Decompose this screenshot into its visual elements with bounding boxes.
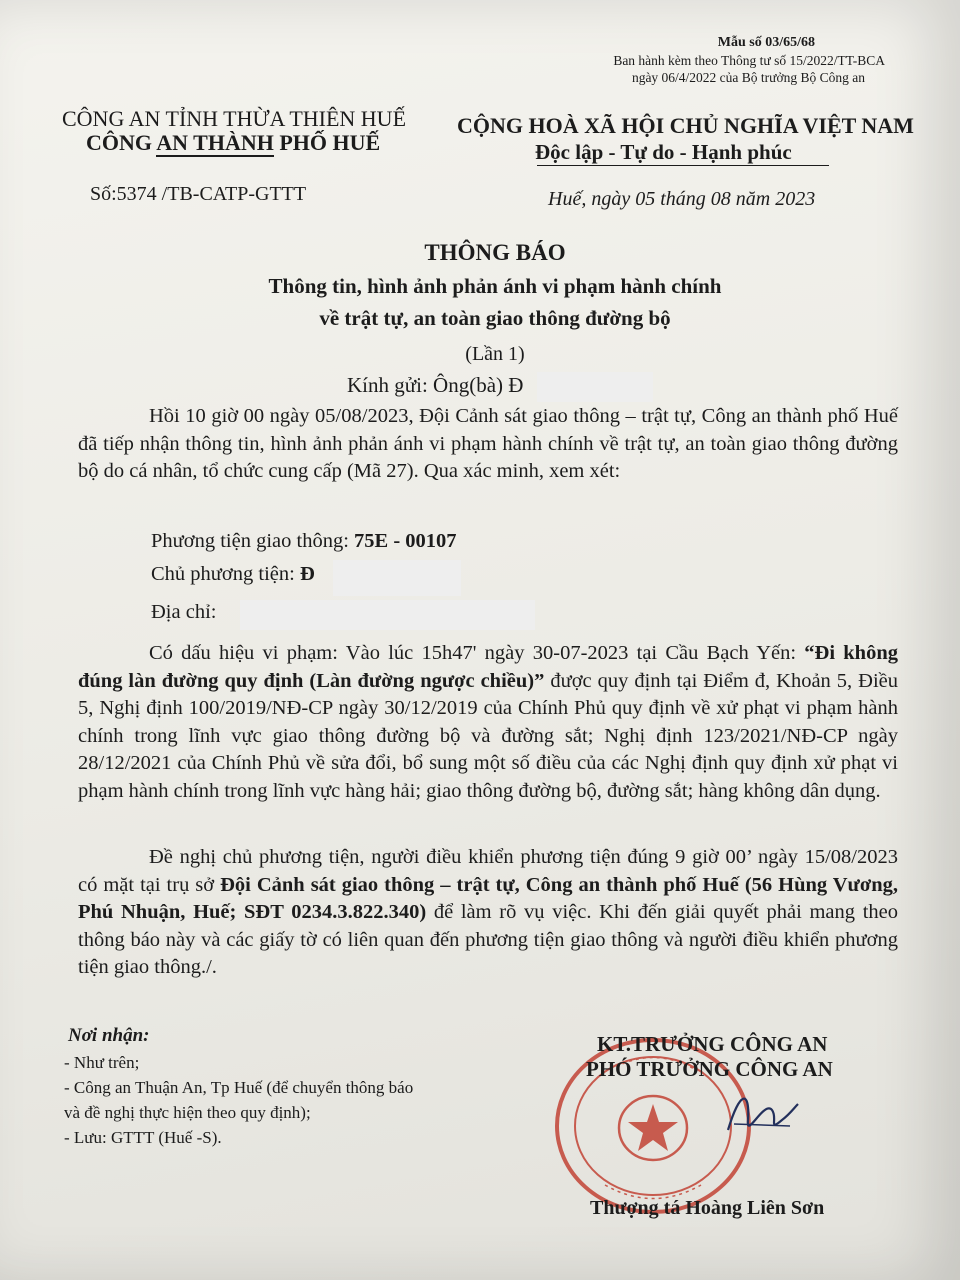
signature-icon xyxy=(720,1080,800,1150)
signer-title-line1: KT.TRƯỞNG CÔNG AN xyxy=(597,1032,828,1056)
address-field: Địa chỉ: xyxy=(151,601,217,623)
recipient-item: - Như trên; xyxy=(64,1053,140,1072)
violation-description: “Đi không đúng làn đường quy định (Làn đường ngược chiều)” xyxy=(78,642,898,692)
document-title: THÔNG BÁO xyxy=(424,240,566,265)
agency-parent: CÔNG AN TỈNH THỪA THIÊN HUẾ xyxy=(62,106,407,131)
paragraph-request: Đề nghị chủ phương tiện, người điều khiển phương tiện đúng 9 giờ 00’ ngày 15/08/2023 có mặt tại trụ sở Đội Cảnh sát giao thông – trật tự, Công an thành phố Huế (56 Hùng Vương, Phú Nhuận, Huế; SĐT 0234.3.822.340) để làm rõ vụ việc. Khi đến giải quyết phải mang theo thông báo này và các giấy tờ có liên quan đến phương tiện giao thông và người điều khiển phương tiện giao thông./. xyxy=(78,846,898,978)
paragraph-intro: Hồi 10 giờ 00 ngày 05/08/2023, Đội Cảnh sát giao thông – trật tự, Công an thành phố Huế đã tiếp nhận thông tin, hình ảnh phản ánh vi phạm hành chính về trật tự, an toàn giao thông đường bộ do cá nhân, tổ chức cung cấp (Mã 27). Qua xác minh, xem xét: xyxy=(78,405,898,482)
notice-count: (Lần 1) xyxy=(465,343,525,365)
owner-field: Chủ phương tiện: Đ xyxy=(151,563,315,585)
redaction-recipient-name xyxy=(537,372,653,402)
form-reference-line1: Ban hành kèm theo Thông tư số 15/2022/TT-BCA xyxy=(613,53,885,68)
form-reference-line2: ngày 06/4/2022 của Bộ trưởng Bộ Công an xyxy=(631,70,865,85)
signer-title-line2: PHÓ TRƯỞNG CÔNG AN xyxy=(586,1057,833,1081)
document-number: Số:5374 /TB-CATP-GTTT xyxy=(90,183,307,205)
redaction-owner-name xyxy=(333,560,461,596)
paragraph-violation: Có dấu hiệu vi phạm: Vào lúc 15h47' ngày 30-07-2023 tại Cầu Bạch Yến: “Đi không đúng làn đường quy định (Làn đường ngược chiều)” được quy định tại Điểm đ, Khoản 5, Điều 5, Nghị định 100/2019/NĐ-CP ngày 30/12/2019 của Chính Phủ quy định về xử phạt vi phạm hành chính trong lĩnh vực giao thông đường bộ và đường sắt; Nghị định 123/2021/NĐ-CP ngày 28/12/2021 của Chính Phủ về sửa đổi, bổ sung một số điều của các Nghị định quy định xử phạt vi phạm hành chính trong lĩnh vực hàng hải; giao thông đường bộ, đường sắt; hàng không dân dụng. xyxy=(78,642,898,802)
agency-name: CÔNG AN THÀNH PHỐ HUẾ xyxy=(86,130,381,155)
office-address: Đội Cảnh sát giao thông – trật tự, Công an thành phố Huế (56 Hùng Vương, Phú Nhuận, Huế; SĐT 0234.3.822.340) xyxy=(78,873,898,923)
form-number: Mẫu số 03/65/68 xyxy=(717,35,815,50)
redaction-address xyxy=(240,600,535,630)
salutation: Kính gửi: Ông(bà) Đ xyxy=(347,373,524,397)
vehicle-plate: 75E - 00107 xyxy=(354,530,457,552)
recipient-item: - Lưu: GTTT (Huế -S). xyxy=(64,1128,222,1147)
recipient-item: - Công an Thuận An, Tp Huế (để chuyển thông báo xyxy=(64,1078,414,1097)
recipients-title: Nơi nhận: xyxy=(68,1025,150,1046)
document-subtitle-line1: Thông tin, hình ảnh phản ánh vi phạm hành chính xyxy=(268,274,722,298)
nation-name: CỘNG HOÀ XÃ HỘI CHỦ NGHĨA VIỆT NAM xyxy=(457,113,914,138)
document-date: Huế, ngày 05 tháng 08 năm 2023 xyxy=(548,188,816,210)
vehicle-field: Phương tiện giao thông: 75E - 00107 xyxy=(151,530,457,552)
recipient-name-prefix: Đ xyxy=(508,373,524,397)
owner-name-prefix: Đ xyxy=(299,563,315,585)
document-subtitle-line2: về trật tự, an toàn giao thông đường bộ xyxy=(319,306,671,330)
national-motto: Độc lập - Tự do - Hạnh phúc xyxy=(535,140,792,164)
motto-underline xyxy=(537,165,829,166)
recipient-item: và đề nghị thực hiện theo quy định); xyxy=(64,1103,311,1122)
signer-name: Thượng tá Hoàng Liên Sơn xyxy=(590,1197,825,1219)
